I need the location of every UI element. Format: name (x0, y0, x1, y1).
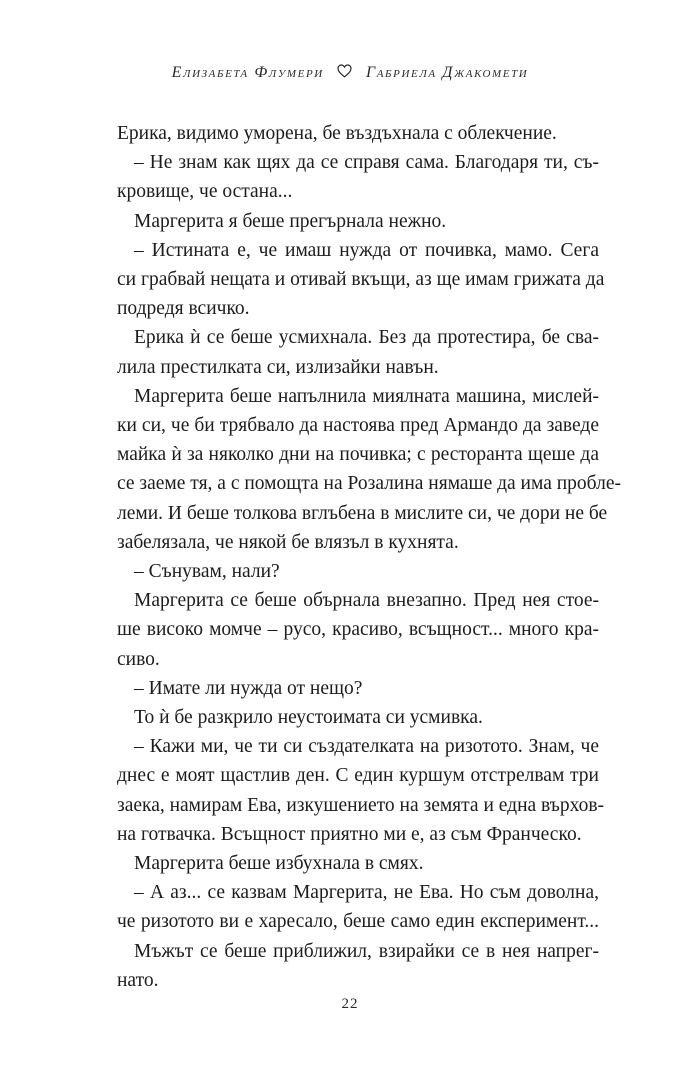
text-line: Ерика ѝ се беше усмихнала. Без да протестира, бе сва- (134, 327, 599, 349)
text-line: Маргерита беше избухнала в смях. (134, 853, 424, 875)
text-line: кровище, че остана... (117, 181, 293, 203)
text-line: – Не знам как щях да се справя сама. Благодаря ти, съ- (134, 152, 599, 174)
text-line: сиво. (117, 648, 160, 670)
text-line: Маргерита се беше обърнала внезапно. Пред нея стое- (134, 590, 599, 612)
text-line: нато. (117, 969, 159, 991)
text-line: – Сънувам, нали? (134, 561, 280, 583)
page-number: 22 (341, 996, 359, 1012)
text-line: се заеме тя, а с помощта на Розалина нямаше да има пробле- (117, 473, 621, 495)
text-line: Маргерита я беше прегърнала нежно. (134, 210, 447, 232)
author-left: Елизабета Флумери (171, 64, 324, 81)
body-text (117, 119, 621, 995)
text-line: забелязала, че някой бе влязъл в кухнята. (117, 531, 459, 553)
text-line: заека, намирам Ева, изкушението на земята и една върхов- (117, 794, 605, 816)
running-head (0, 64, 700, 83)
text-line: ше високо момче – русо, красиво, всъщност... много кра- (117, 619, 599, 641)
text-line: на готвачка. Всъщност приятно ми е, аз съм Франческо. (117, 823, 582, 845)
text-line: днес е моят щастлив ден. С един куршум отстрелвам три (117, 765, 599, 787)
text-line: леми. И беше толкова вглъбена в мислите си, че дори не бе (117, 502, 608, 524)
text-line: – Истината е, че имаш нужда от почивка, мамо. Сега (134, 239, 599, 261)
text-line: Мъжът се беше приближил, взирайки се в нея напрег- (134, 940, 599, 962)
text-line: – А аз... се казвам Маргерита, не Ева. Но съм доволна, (134, 882, 599, 904)
text-line: – Кажи ми, че ти си създателката на ризотото. Знам, че (134, 736, 599, 758)
author-right: Габриела Джакомети (366, 64, 529, 81)
text-line: подредя всичко. (117, 298, 250, 320)
heart-icon (337, 64, 352, 83)
text-line: ки си, че би трябвало да настоява пред Армандо да заведе (117, 415, 599, 437)
text-line: – Имате ли нужда от нещо? (134, 677, 363, 699)
text-line: майка ѝ за няколко дни на почивка; с ресторанта щеше да (117, 444, 599, 466)
text-line: си грабвай нещата и отивай вкъщи, аз ще имам грижата да (117, 269, 605, 291)
text-line: То ѝ бе разкрило неустоимата си усмивка. (134, 707, 483, 729)
text-line: Маргерита беше напълнила миялната машина, мислей- (134, 385, 599, 407)
text-line: че ризотото ви е харесало, беше само един експеримент... (117, 911, 599, 933)
text-line: Ерика, видимо уморена, бе въздъхнала с облекчение. (117, 123, 557, 144)
text-line: лила престилката си, излизайки навън. (117, 356, 439, 378)
